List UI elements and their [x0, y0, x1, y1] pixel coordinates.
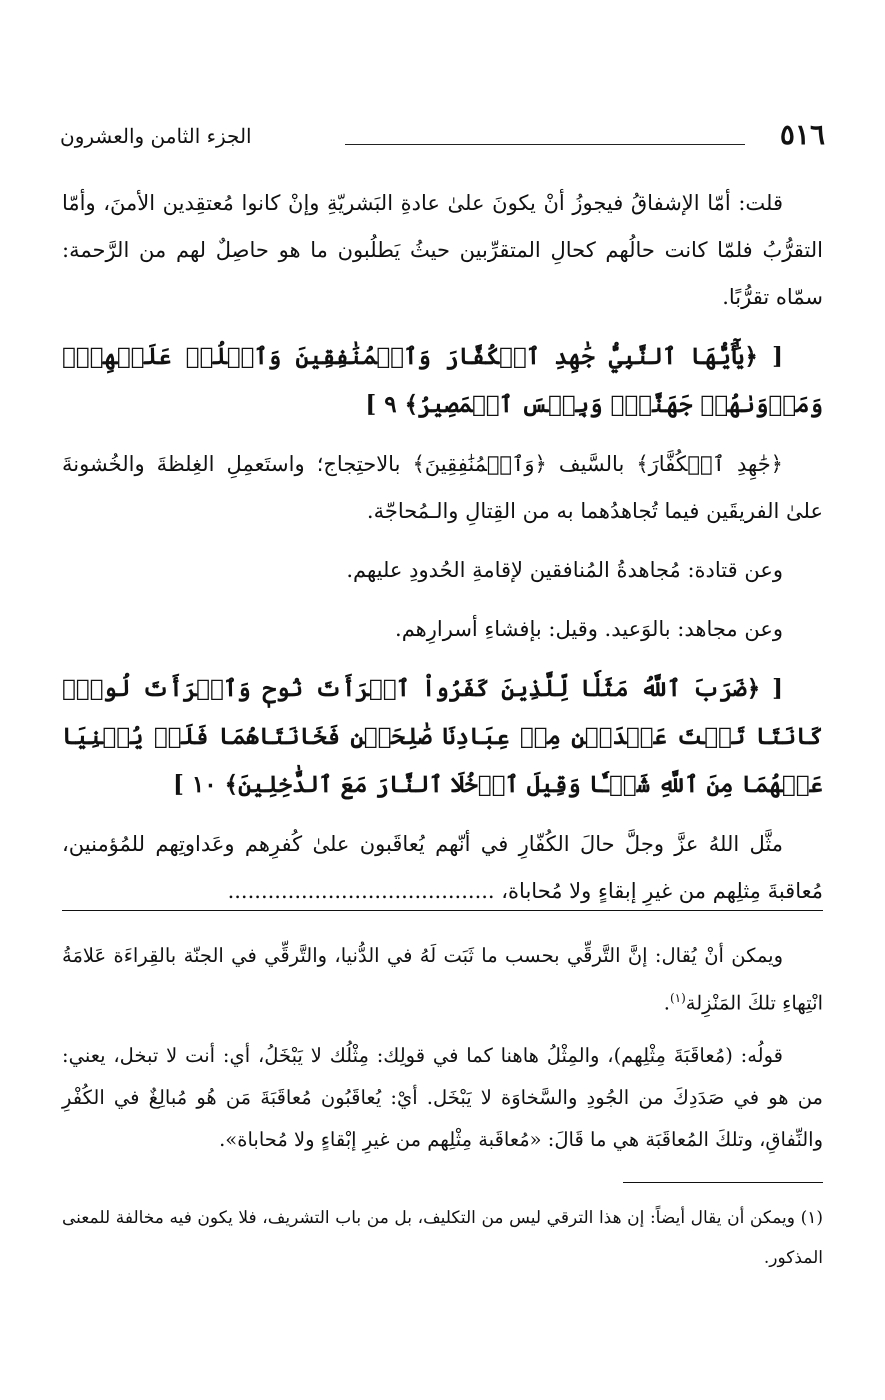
quran-verse-10: [ ﴿ضَرَبَ ٱللَّهُ مَثَلٗا لِّلَّذِينَ كَفَرُواْ ٱمۡرَأَتَ نُوحٖ وَٱمۡرَأَتَ لُوطٖۖ كَانَتَا تَحۡتَ عَبۡدَيۡنِ مِنۡ عِبَادِنَا صَٰلِحَيۡنِ فَخَانَتَاهُمَا فَلَمۡ يُغۡنِيَا عَنۡهُمَا مِنَ ٱللَّهِ شَيۡـٔٗا وَقِيلَ ٱدۡخُلَا ٱلنَّارَ مَعَ ٱلدَّٰخِلِينَ﴾ ١٠ ] [62, 675, 823, 798]
paragraph-mujahid: وعن مجاهد: بالوَعيد. وقيل: بإفشاءِ أسرارِهم. [395, 617, 783, 641]
commentary-separator [62, 910, 823, 911]
paragraph-jihad-explanation: ﴿جَٰهِدِ ٱلۡكُفَّارَ﴾ بالسَّيف ﴿وَٱلۡمُنَٰفِقِينَ﴾ بالاحتِجاج؛ واستَعمِلِ الغِلظةَ والخُشونةَ علىٰ الفريقَين فيما تُجاهدُهما به من القِتالِ والـمُحاجّة. [62, 452, 823, 523]
footnote-reference: (١) [669, 991, 686, 1005]
dotted-leader: ........................................ [227, 879, 495, 903]
footnotes-section [62, 1198, 823, 1278]
running-title: الجزء الثامن والعشرون [60, 124, 252, 148]
footnote-1: (١) ويمكن أن يقال أيضاً: إن هذا الترقي ليس من التكليف، بل من باب التشريف، فلا يكون فيه مخالفة للمعنى المذكور. [62, 1208, 823, 1268]
parable-text: مثَّل اللهُ عزَّ وجلَّ حالَ الكُفّارِ في أنّهم يُعاقَبون علىٰ كُفرِهم وعَداوتِهم للمُؤمنين، مُعاقبةَ مِثلِهم من غيرِ إبقاءٍ ولا مُحاباة، [62, 832, 823, 903]
commentary-tarqi-text: ويمكن أنْ يُقال: إنَّ التَّرقِّي بحسب ما ثَبَت لَهُ في الدُّنيا، والتَّرقِّي في الجنّة بالقِراءَة عَلامَةُ انْتِهاءِ تلكَ المَنْزِلة [62, 944, 823, 1015]
commentary-tarqi [62, 935, 823, 1025]
quran-verse-9: [ ﴿يَٰٓأَيُّهَا ٱلنَّبِيُّ جَٰهِدِ ٱلۡكُفَّارَ وَٱلۡمُنَٰفِقِينَ وَٱغۡلُظۡ عَلَيۡهِمۡۚ وَمَأۡوَىٰهُمۡ جَهَنَّمُۖ وَبِئۡسَ ٱلۡمَصِيرُ﴾ ٩ ] [62, 343, 823, 418]
commentary-muaqaba: قولُه: (مُعاقَبَةَ مِثْلِهم)، والمِثْلُ هاهنا كما في قولِك: مِثْلُك لا يَبْخَلُ، أي: أنت لا تبخل، يعني: من هو في صَدَدِكَ من الجُودِ والسَّخاوَة لا يَبْخَل. أيْ: يُعاقَبُون مُعاقَبَةَ مَن هُو مُبالِغٌ في الكُفْرِ والنِّفاقِ، وتلكَ المُعاقَبَة هي ما قَالَ: «مُعاقَبة مِثْلِهم من غيرِ إبْقاءٍ ولا مُحاباة». [62, 1043, 823, 1151]
commentary-section [62, 935, 823, 1171]
main-text [62, 180, 823, 927]
paragraph-qatada: وعن قتادة: مُجاهدةُ المُنافقين لإقامةِ الحُدودِ عليهم. [346, 558, 783, 582]
page-number: ٥١٦ [779, 118, 825, 151]
page-header [60, 118, 825, 168]
paragraph-parable [62, 821, 823, 915]
footnote-separator [623, 1182, 823, 1183]
paragraph-shafaq: قلت: أمّا الإشفاقُ فيجوزُ أنْ يكونَ علىٰ عادةِ البَشريّةِ وإنْ كانوا مُعتقِدين الأمنَ، وأمّا التقرُّبُ فلمّا كانت حالُهم كحالِ المتقرِّبين حيثُ يَطلُبون ما هو حاصِلٌ لهم من الرَّحمة: سمّاه تقرُّبًا. [62, 191, 823, 309]
commentary-tarqi-end: . [663, 991, 670, 1015]
header-rule [345, 144, 745, 145]
